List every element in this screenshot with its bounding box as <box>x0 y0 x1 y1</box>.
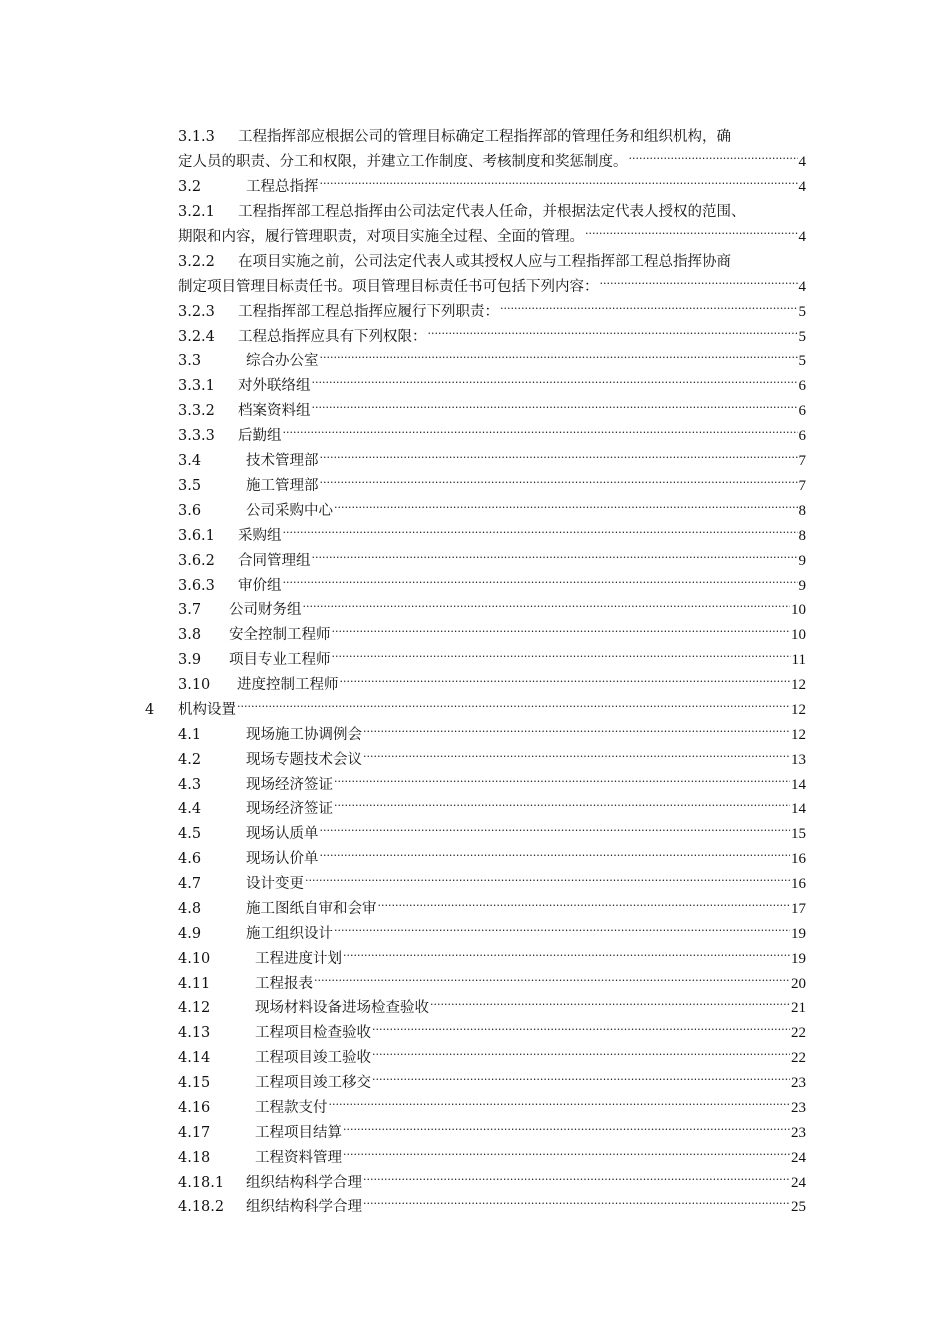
dot-leader <box>283 576 798 591</box>
toc-entry-title: 现场材料设备进场检查验收 <box>255 1000 429 1016</box>
toc-entry-title-line1: 工程指挥部应根据公司的管理目标确定工程指挥部的管理任务和组织机构，确 <box>238 129 731 145</box>
toc-entry-page: 17 <box>791 901 806 917</box>
toc-entry-title: 制定项目管理目标责任书。项目管理目标责任书可包括下列内容： <box>178 278 599 295</box>
toc-entry-number: 3.10 <box>178 677 211 693</box>
toc-entry-number: 3.3 <box>178 353 202 369</box>
toc-entry-number: 3.7 <box>178 602 202 618</box>
dot-leader <box>500 302 798 317</box>
toc-entry-title: 工程报表 <box>255 976 313 992</box>
toc-entry-page: 5 <box>798 329 806 345</box>
dot-leader <box>329 1098 791 1113</box>
toc-entry-title: 工程项目竣工验收 <box>255 1050 371 1066</box>
toc-entry-page: 21 <box>791 1000 806 1016</box>
toc-entry-page: 6 <box>798 378 806 394</box>
dot-leader <box>320 351 798 366</box>
toc-entry-title: 工程总指挥 <box>246 179 319 195</box>
toc-entry[interactable] <box>178 549 806 574</box>
toc-entry[interactable] <box>178 872 806 897</box>
toc-entry[interactable] <box>178 648 806 673</box>
toc-entry-page: 14 <box>791 801 806 817</box>
dot-leader <box>363 1173 790 1188</box>
toc-entry-number: 3.8 <box>178 627 202 643</box>
toc-entry-title: 进度控制工程师 <box>237 677 339 693</box>
toc-entry-number: 4.15 <box>178 1075 211 1091</box>
toc-entry-title: 工程款支付 <box>255 1100 328 1116</box>
toc-entry-title: 工程进度计划 <box>255 951 342 967</box>
toc-entry-number: 3.2.3 <box>178 304 215 320</box>
toc-entry-title: 工程总指挥应具有下列权限： <box>238 329 427 345</box>
toc-entry-number: 3.9 <box>178 652 202 668</box>
toc-entry-number: 3.3.1 <box>178 378 215 394</box>
toc-entry-page: 7 <box>798 453 806 469</box>
dot-leader <box>343 949 790 964</box>
toc-entry-number: 3.6.2 <box>178 553 215 569</box>
toc-entry-line <box>178 125 806 150</box>
toc-entry-number: 4.7 <box>178 876 202 892</box>
toc-entry-title: 工程项目检查验收 <box>255 1025 371 1041</box>
toc-entry-page: 19 <box>791 926 806 942</box>
toc-entry[interactable] <box>178 1046 806 1071</box>
toc-entry-number: 4.6 <box>178 851 202 867</box>
toc-entry-title: 档案资料组 <box>238 403 311 419</box>
toc-entry[interactable] <box>178 1121 806 1146</box>
toc-entry-page: 4 <box>798 179 806 195</box>
toc-entry-page: 8 <box>798 503 806 519</box>
toc-entry-title: 施工组织设计 <box>246 926 333 942</box>
toc-entry-page: 23 <box>791 1075 806 1091</box>
toc-entry-title: 机构设置 <box>178 702 236 718</box>
toc-entry-number: 4.12 <box>178 1000 211 1016</box>
toc-entry-number: 4 <box>145 702 155 718</box>
toc-entry-title: 综合办公室 <box>246 353 319 369</box>
toc-entry[interactable] <box>178 1071 806 1096</box>
dot-leader <box>237 700 790 715</box>
toc-entry-number: 4.17 <box>178 1125 211 1141</box>
toc-entry-number: 3.4 <box>178 453 202 469</box>
dot-leader <box>363 1197 790 1212</box>
toc-entry-title: 对外联络组 <box>238 378 311 394</box>
dot-leader <box>372 1073 790 1088</box>
toc-entry[interactable] <box>178 822 806 847</box>
toc-entry-page: 8 <box>798 528 806 544</box>
toc-entry[interactable] <box>178 349 806 374</box>
toc-entry[interactable] <box>178 773 806 798</box>
toc-entry-title: 工程项目结算 <box>255 1125 342 1141</box>
toc-entry-number: 4.1 <box>178 727 202 743</box>
dot-leader <box>363 725 790 740</box>
toc-entry[interactable] <box>178 996 806 1021</box>
toc-entry-page: 23 <box>791 1125 806 1141</box>
toc-entry-page: 4 <box>798 278 806 295</box>
toc-entry[interactable] <box>178 1195 806 1220</box>
toc-entry-page: 10 <box>791 602 806 618</box>
toc-entry-page: 22 <box>791 1050 806 1066</box>
toc-entry-line <box>178 200 806 225</box>
toc-entry-page: 14 <box>791 777 806 793</box>
toc-entry[interactable] <box>178 474 806 499</box>
toc-entry[interactable] <box>178 250 806 300</box>
toc-entry[interactable] <box>178 399 806 424</box>
toc-entry-page: 25 <box>791 1199 806 1215</box>
toc-entry-title: 现场专题技术会议 <box>246 752 362 768</box>
toc-entry[interactable] <box>178 300 806 325</box>
dot-leader <box>312 376 798 391</box>
dot-leader <box>305 874 790 889</box>
toc-entry-number: 3.2.1 <box>178 204 215 220</box>
toc-entry-page: 6 <box>798 428 806 444</box>
toc-entry[interactable] <box>178 175 806 200</box>
toc-entry-page: 5 <box>798 304 806 320</box>
toc-entry-title: 期限和内容，履行管理职责，对项目实施全过程、全面的管理。 <box>178 228 584 245</box>
toc-entry[interactable] <box>178 1021 806 1046</box>
toc-entry[interactable] <box>178 524 806 549</box>
toc-entry[interactable] <box>178 972 806 997</box>
dot-leader <box>334 924 790 939</box>
toc-entry[interactable] <box>178 673 806 698</box>
toc-entry-title: 设计变更 <box>246 876 304 892</box>
toc-entry[interactable] <box>178 748 806 773</box>
toc-entry-number: 4.18.1 <box>178 1175 225 1191</box>
toc-entry[interactable] <box>178 200 806 250</box>
dot-leader <box>332 625 791 640</box>
toc-entry-page: 5 <box>798 353 806 369</box>
toc-entry-number: 4.3 <box>178 777 202 793</box>
toc-entry-page: 9 <box>798 578 806 594</box>
dot-leader <box>334 775 790 790</box>
dot-leader <box>340 675 791 690</box>
toc-entry-title: 施工管理部 <box>246 478 319 494</box>
toc-entry[interactable] <box>178 424 806 449</box>
dot-leader <box>378 899 791 914</box>
toc-entry-number: 4.18 <box>178 1150 211 1166</box>
toc-entry[interactable] <box>178 374 806 399</box>
dot-leader <box>303 600 791 615</box>
toc-entry-title: 技术管理部 <box>246 453 319 469</box>
toc-entry-title: 安全控制工程师 <box>229 627 331 643</box>
toc-entry-page: 4 <box>798 153 806 170</box>
toc-entry-page: 24 <box>791 1150 806 1166</box>
toc-entry[interactable] <box>178 125 806 175</box>
toc-entry-title-line1: 在项目实施之前，公司法定代表人或其授权人应与工程指挥部工程总指挥协商 <box>238 254 731 270</box>
toc-entry-page: 4 <box>798 228 806 245</box>
toc-entry-title: 项目专业工程师 <box>229 652 331 668</box>
toc-entry-number: 4.14 <box>178 1050 211 1066</box>
toc-entry[interactable] <box>178 897 806 922</box>
toc-entry[interactable] <box>178 797 806 822</box>
dot-leader <box>343 1148 790 1163</box>
toc-entry-page: 12 <box>791 727 806 743</box>
dot-leader <box>343 1123 790 1138</box>
toc-entry-title: 施工图纸自审和会审 <box>246 901 377 917</box>
toc-entry-line <box>178 250 806 275</box>
dot-leader <box>334 501 798 516</box>
toc-entry-chapter[interactable] <box>145 698 806 723</box>
toc-entry-title: 工程项目竣工移交 <box>255 1075 371 1091</box>
toc-entry[interactable] <box>178 574 806 599</box>
toc-entry[interactable] <box>178 723 806 748</box>
toc-entry-page: 20 <box>791 976 806 992</box>
dot-leader <box>283 526 798 541</box>
toc-entry[interactable] <box>178 922 806 947</box>
toc-entry[interactable] <box>178 598 806 623</box>
toc-entry-number: 4.9 <box>178 926 202 942</box>
dot-leader <box>600 276 798 291</box>
toc-entry-title: 现场施工协调例会 <box>246 727 362 743</box>
toc-entry-title: 审价组 <box>238 578 282 594</box>
dot-leader <box>428 327 798 342</box>
toc-entry-number: 3.2.2 <box>178 254 215 270</box>
toc-entry-title: 公司财务组 <box>229 602 302 618</box>
dot-leader <box>430 998 790 1013</box>
dot-leader <box>320 451 798 466</box>
toc-entry-page: 23 <box>791 1100 806 1116</box>
toc-entry-number: 3.3.2 <box>178 403 215 419</box>
toc-entry-page: 12 <box>791 677 806 693</box>
toc-entry[interactable] <box>178 1171 806 1196</box>
toc-entry-page: 13 <box>791 752 806 768</box>
toc-entry-title: 后勤组 <box>238 428 282 444</box>
toc-entry-title: 组织结构科学合理 <box>246 1199 362 1215</box>
dot-leader <box>363 750 790 765</box>
toc-entry[interactable] <box>178 499 806 524</box>
dot-leader <box>312 401 798 416</box>
toc-entry-title: 现场认质单 <box>246 826 319 842</box>
toc-entry-page: 24 <box>791 1175 806 1191</box>
toc-entry-number: 4.11 <box>178 976 211 992</box>
toc-entry-title-line1: 工程指挥部工程总指挥由公司法定代表人任命，并根据法定代表人授权的范围、 <box>238 204 746 220</box>
toc-entry-number: 3.6.3 <box>178 578 215 594</box>
toc-entry-title: 采购组 <box>238 528 282 544</box>
dot-leader <box>585 226 798 241</box>
toc-entry[interactable] <box>178 847 806 872</box>
toc-entry-number: 4.18.2 <box>178 1199 225 1215</box>
toc-entry-title: 工程指挥部工程总指挥应履行下列职责： <box>238 304 499 320</box>
toc-entry-number: 4.10 <box>178 951 211 967</box>
toc-entry-page: 11 <box>791 652 806 668</box>
toc-entry-title: 现场经济签证 <box>246 777 333 793</box>
toc-entry-number: 4.16 <box>178 1100 211 1116</box>
toc-entry-title: 公司采购中心 <box>246 503 333 519</box>
toc-entry-number: 4.8 <box>178 901 202 917</box>
dot-leader <box>312 551 798 566</box>
dot-leader <box>320 824 791 839</box>
toc-entry-title: 现场经济签证 <box>246 801 333 817</box>
dot-leader <box>283 426 798 441</box>
dot-leader <box>320 476 798 491</box>
toc-entry-page: 22 <box>791 1025 806 1041</box>
dot-leader <box>629 151 798 166</box>
toc-entry-page: 16 <box>791 851 806 867</box>
toc-entry-page: 7 <box>798 478 806 494</box>
toc-entry-page: 12 <box>791 702 806 718</box>
toc-entry-title: 组织结构科学合理 <box>246 1175 362 1191</box>
toc-entry-page: 16 <box>791 876 806 892</box>
toc-entry-page: 10 <box>791 627 806 643</box>
toc-entry-title: 定人员的职责、分工和权限，并建立工作制度、考核制度和奖惩制度。 <box>178 153 628 170</box>
toc-entry[interactable] <box>178 623 806 648</box>
toc-entry-number: 3.6 <box>178 503 202 519</box>
toc-entry-number: 3.2.4 <box>178 329 215 345</box>
dot-leader <box>372 1048 790 1063</box>
toc-entry-page: 6 <box>798 403 806 419</box>
toc-entry-number: 3.2 <box>178 179 202 195</box>
toc-entry-title: 工程资料管理 <box>255 1150 342 1166</box>
toc-entry-number: 4.13 <box>178 1025 211 1041</box>
toc-entry-number: 3.3.3 <box>178 428 215 444</box>
toc-entry[interactable] <box>178 1096 806 1121</box>
toc-entry-number: 4.5 <box>178 826 202 842</box>
toc-entry-number: 4.4 <box>178 801 202 817</box>
toc-entry[interactable] <box>178 449 806 474</box>
toc-entry-number: 3.5 <box>178 478 202 494</box>
toc-entry-page: 9 <box>798 553 806 569</box>
dot-leader <box>314 974 790 989</box>
dot-leader <box>332 650 791 665</box>
toc-entry-number: 3.1.3 <box>178 129 215 145</box>
dot-leader <box>320 849 791 864</box>
toc-entry-page: 19 <box>791 951 806 967</box>
toc-entry[interactable] <box>178 947 806 972</box>
toc-entry-number: 3.6.1 <box>178 528 215 544</box>
dot-leader <box>334 799 790 814</box>
dot-leader <box>320 177 798 192</box>
toc-entry-title: 合同管理组 <box>238 553 311 569</box>
dot-leader <box>372 1023 790 1038</box>
toc-entry[interactable] <box>178 1146 806 1171</box>
toc-entry[interactable] <box>178 325 806 350</box>
toc-entry-title: 现场认价单 <box>246 851 319 867</box>
toc-entry-number: 4.2 <box>178 752 202 768</box>
toc-entry-page: 15 <box>791 826 806 842</box>
